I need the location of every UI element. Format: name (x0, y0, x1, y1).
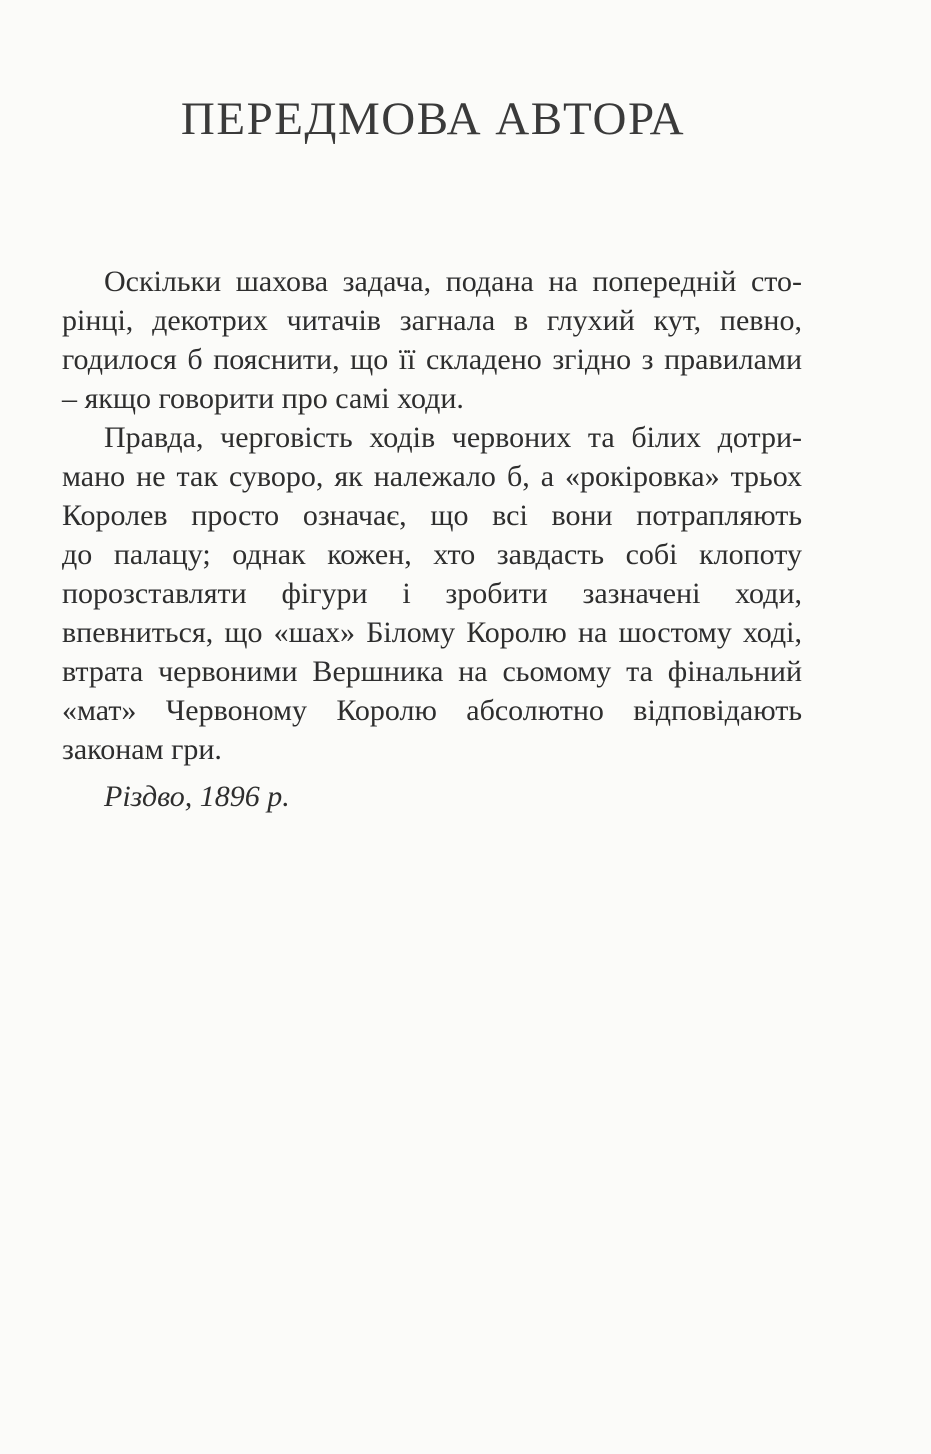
text-line: «мат» Червоному Королю абсолютно відповідають (62, 694, 802, 727)
text-line: Правда, черговість ходів червоних та білих дотри- (104, 421, 802, 454)
text-line: – якщо говорити про самі ходи. (62, 382, 464, 415)
text-line: Королев просто означає, що всі вони потрапляють (62, 499, 802, 532)
text-line: рінці, декотрих читачів загнала в глухий кут, певно, (62, 304, 802, 337)
text-line: порозставляти фігури і зробити зазначені ходи, (62, 577, 802, 610)
text-line: законам гри. (62, 733, 222, 766)
signature-date: Різдво, 1896 р. (104, 780, 290, 813)
text-line: впевниться, що «шах» Білому Королю на шостому ході, (62, 616, 802, 649)
page-title: ПЕРЕДМОВА АВТОРА (180, 93, 686, 145)
text-line: до палацу; однак кожен, хто завдасть собі клопоту (62, 538, 802, 571)
text-line: мано не так суворо, як належало б, а «рокіровка» трьох (62, 460, 802, 493)
text-line: втрата червоними Вершника на сьомому та фінальний (62, 655, 802, 688)
text-line: Оскільки шахова задача, подана на попередній сто- (104, 265, 802, 298)
text-line: годилося б пояснити, що її складено згідно з правилами (62, 343, 802, 376)
